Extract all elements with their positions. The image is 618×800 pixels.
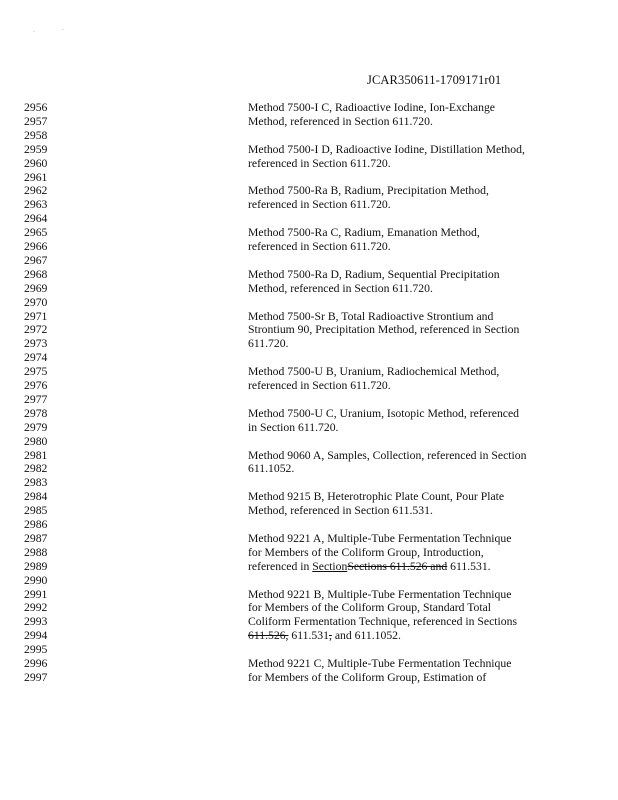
line-text xyxy=(248,657,511,671)
text-line xyxy=(0,588,618,602)
line-number: 2991 xyxy=(24,587,48,601)
line-text xyxy=(248,379,391,393)
text-line xyxy=(0,212,618,226)
line-number: 2962 xyxy=(24,184,48,198)
text-line xyxy=(0,379,618,393)
line-text xyxy=(248,268,500,282)
text-segment: Method, referenced in Section 611.720. xyxy=(248,114,433,128)
line-number: 2986 xyxy=(24,518,48,531)
line-text xyxy=(248,449,527,463)
text-line xyxy=(0,615,618,629)
text-line xyxy=(0,226,618,240)
line-number: 2974 xyxy=(24,351,48,365)
text-segment: Method 9215 B, Heterotrophic Plate Count, Pour Plate xyxy=(248,490,505,504)
line-number: 2970 xyxy=(24,295,48,309)
line-number: 2983 xyxy=(24,476,48,490)
line-number: 2965 xyxy=(24,226,48,240)
line-text xyxy=(248,671,486,685)
text-line xyxy=(0,143,618,157)
line-text xyxy=(248,601,491,615)
line-text xyxy=(248,310,493,324)
text-segment: Method 9060 A, Samples, Collection, referenced in Section xyxy=(248,448,527,462)
text-segment: referenced in xyxy=(248,559,313,573)
text-segment: Method 7500-Ra B, Radium, Precipitation Method, xyxy=(248,184,489,198)
line-number: 2981 xyxy=(24,448,48,462)
line-number: 2979 xyxy=(24,420,48,434)
line-text xyxy=(248,198,391,212)
line-text xyxy=(248,226,480,240)
text-segment: Method 9221 B, Multiple-Tube Fermentation Technique xyxy=(248,587,512,601)
text-line xyxy=(0,115,618,129)
line-number: 2990 xyxy=(24,573,48,587)
text-line xyxy=(0,171,618,185)
line-text xyxy=(248,532,511,546)
text-segment: referenced in Section 611.720. xyxy=(248,156,391,170)
line-text xyxy=(248,101,495,115)
line-number: 2988 xyxy=(24,545,48,559)
inserted-text: Section xyxy=(312,559,348,573)
text-line xyxy=(0,532,618,546)
text-line xyxy=(0,671,618,685)
line-number: 2969 xyxy=(24,281,48,295)
line-number: 2968 xyxy=(24,267,48,281)
text-segment: for Members of the Coliform Group, Standard Total xyxy=(248,601,492,615)
text-line xyxy=(0,462,618,476)
line-number: 2957 xyxy=(24,114,48,128)
deleted-text: Sections 611.526 and xyxy=(347,559,448,573)
text-line xyxy=(0,310,618,324)
text-segment: referenced in Section 611.720. xyxy=(248,379,391,392)
line-number: 2992 xyxy=(24,601,48,615)
line-text xyxy=(248,143,525,157)
text-line xyxy=(0,254,618,268)
line-text xyxy=(248,490,504,504)
line-text xyxy=(248,629,401,643)
line-text xyxy=(248,407,519,421)
document-id-header: JCAR350611-1709171r01 xyxy=(367,73,502,87)
text-segment: Method 7500-I C, Radioactive Iodine, Ion-Exchange xyxy=(248,101,495,114)
scan-mark: . xyxy=(62,24,64,32)
text-segment: 611.531 xyxy=(288,629,329,643)
line-number: 2976 xyxy=(24,379,48,392)
line-number: 2975 xyxy=(24,365,48,379)
text-line xyxy=(0,337,618,351)
text-segment: for Members of the Coliform Group, Introduction, xyxy=(248,545,484,559)
text-segment: Method, referenced in Section 611.531. xyxy=(248,504,433,518)
text-line xyxy=(0,546,618,560)
text-segment: Coliform Fermentation Technique, referenced in Sections xyxy=(248,615,517,629)
line-number: 2973 xyxy=(24,337,48,351)
line-number: 2980 xyxy=(24,434,48,448)
text-line xyxy=(0,198,618,212)
line-number: 2958 xyxy=(24,128,48,142)
line-text xyxy=(248,240,391,254)
line-number: 2995 xyxy=(24,643,48,657)
line-number: 2977 xyxy=(24,392,48,406)
text-line xyxy=(0,449,618,463)
line-number: 2963 xyxy=(24,198,48,212)
text-segment: 611.531. xyxy=(447,559,491,573)
line-text xyxy=(248,421,338,435)
line-number: 2985 xyxy=(24,504,48,518)
text-line xyxy=(0,407,618,421)
text-segment: Method 7500-I D, Radioactive Iodine, Distillation Method, xyxy=(248,142,525,156)
line-text xyxy=(248,365,499,379)
line-number: 2982 xyxy=(24,462,48,476)
line-text xyxy=(248,504,433,518)
text-segment: Method 7500-Ra D, Radium, Sequential Precipitation xyxy=(248,267,500,281)
line-number: 2971 xyxy=(24,309,48,323)
deleted-text: , xyxy=(328,629,332,643)
text-segment: Method, referenced in Section 611.720. xyxy=(248,281,433,295)
line-number: 2993 xyxy=(24,615,48,629)
line-number: 2960 xyxy=(24,156,48,170)
text-segment: referenced in Section 611.720. xyxy=(248,198,391,212)
line-number: 2966 xyxy=(24,240,48,253)
line-text xyxy=(248,337,288,351)
text-segment: 611.1052. xyxy=(248,462,295,476)
text-line xyxy=(0,601,618,615)
line-number: 2997 xyxy=(24,670,48,684)
text-line xyxy=(0,504,618,518)
text-line xyxy=(0,574,618,588)
text-segment: Method 7500-Ra C, Radium, Emanation Method, xyxy=(248,226,480,240)
line-number: 2972 xyxy=(24,323,48,337)
text-segment: referenced in Section 611.720. xyxy=(248,240,391,253)
text-segment: Method 7500-U B, Uranium, Radiochemical Method, xyxy=(248,365,500,379)
line-number: 2994 xyxy=(24,629,48,643)
text-segment: Method 9221 A, Multiple-Tube Fermentation Technique xyxy=(248,531,512,545)
line-number: 2959 xyxy=(24,142,48,156)
line-text xyxy=(248,462,294,476)
text-line xyxy=(0,393,618,407)
text-line xyxy=(0,435,618,449)
text-segment: Method 9221 C, Multiple-Tube Fermentation Technique xyxy=(248,657,512,670)
line-number: 2984 xyxy=(24,490,48,504)
text-line xyxy=(0,643,618,657)
text-segment: Strontium 90, Precipitation Method, referenced in Section xyxy=(248,323,520,337)
deleted-text: 611.526, xyxy=(248,629,289,643)
text-line xyxy=(0,323,618,337)
text-segment: Method 7500-U C, Uranium, Isotopic Method, referenced xyxy=(248,406,520,420)
line-number: 2989 xyxy=(24,559,48,573)
line-number: 2956 xyxy=(24,101,48,114)
text-segment: for Members of the Coliform Group, Estimation of xyxy=(248,670,487,684)
line-text xyxy=(248,282,433,296)
text-line xyxy=(0,490,618,504)
text-line xyxy=(0,560,618,574)
text-line xyxy=(0,157,618,171)
line-text xyxy=(248,157,391,171)
line-text xyxy=(248,560,491,574)
text-segment: in Section 611.720. xyxy=(248,420,339,434)
text-segment: 611.720. xyxy=(248,337,289,351)
line-text xyxy=(248,184,489,198)
text-line xyxy=(0,240,618,254)
text-line xyxy=(0,476,618,490)
text-line xyxy=(0,351,618,365)
line-text xyxy=(248,323,519,337)
text-line xyxy=(0,101,618,115)
line-number: 2978 xyxy=(24,406,48,420)
line-text xyxy=(248,588,511,602)
text-line xyxy=(0,421,618,435)
text-line xyxy=(0,518,618,532)
line-number: 2964 xyxy=(24,212,48,226)
text-segment: Method 7500-Sr B, Total Radioactive Strontium and xyxy=(248,309,494,323)
line-text xyxy=(248,115,433,129)
text-line xyxy=(0,296,618,310)
line-number: 2987 xyxy=(24,531,48,545)
line-text xyxy=(248,615,517,629)
text-line xyxy=(0,629,618,643)
scan-mark: . xyxy=(33,26,35,34)
line-number: 2967 xyxy=(24,253,48,267)
text-line xyxy=(0,365,618,379)
text-line xyxy=(0,129,618,143)
line-text xyxy=(248,546,484,560)
text-line xyxy=(0,268,618,282)
text-line xyxy=(0,282,618,296)
text-segment: and 611.1052. xyxy=(331,629,401,643)
line-number: 2961 xyxy=(24,170,48,184)
line-number: 2996 xyxy=(24,657,48,670)
text-line xyxy=(0,184,618,198)
text-line xyxy=(0,657,618,671)
